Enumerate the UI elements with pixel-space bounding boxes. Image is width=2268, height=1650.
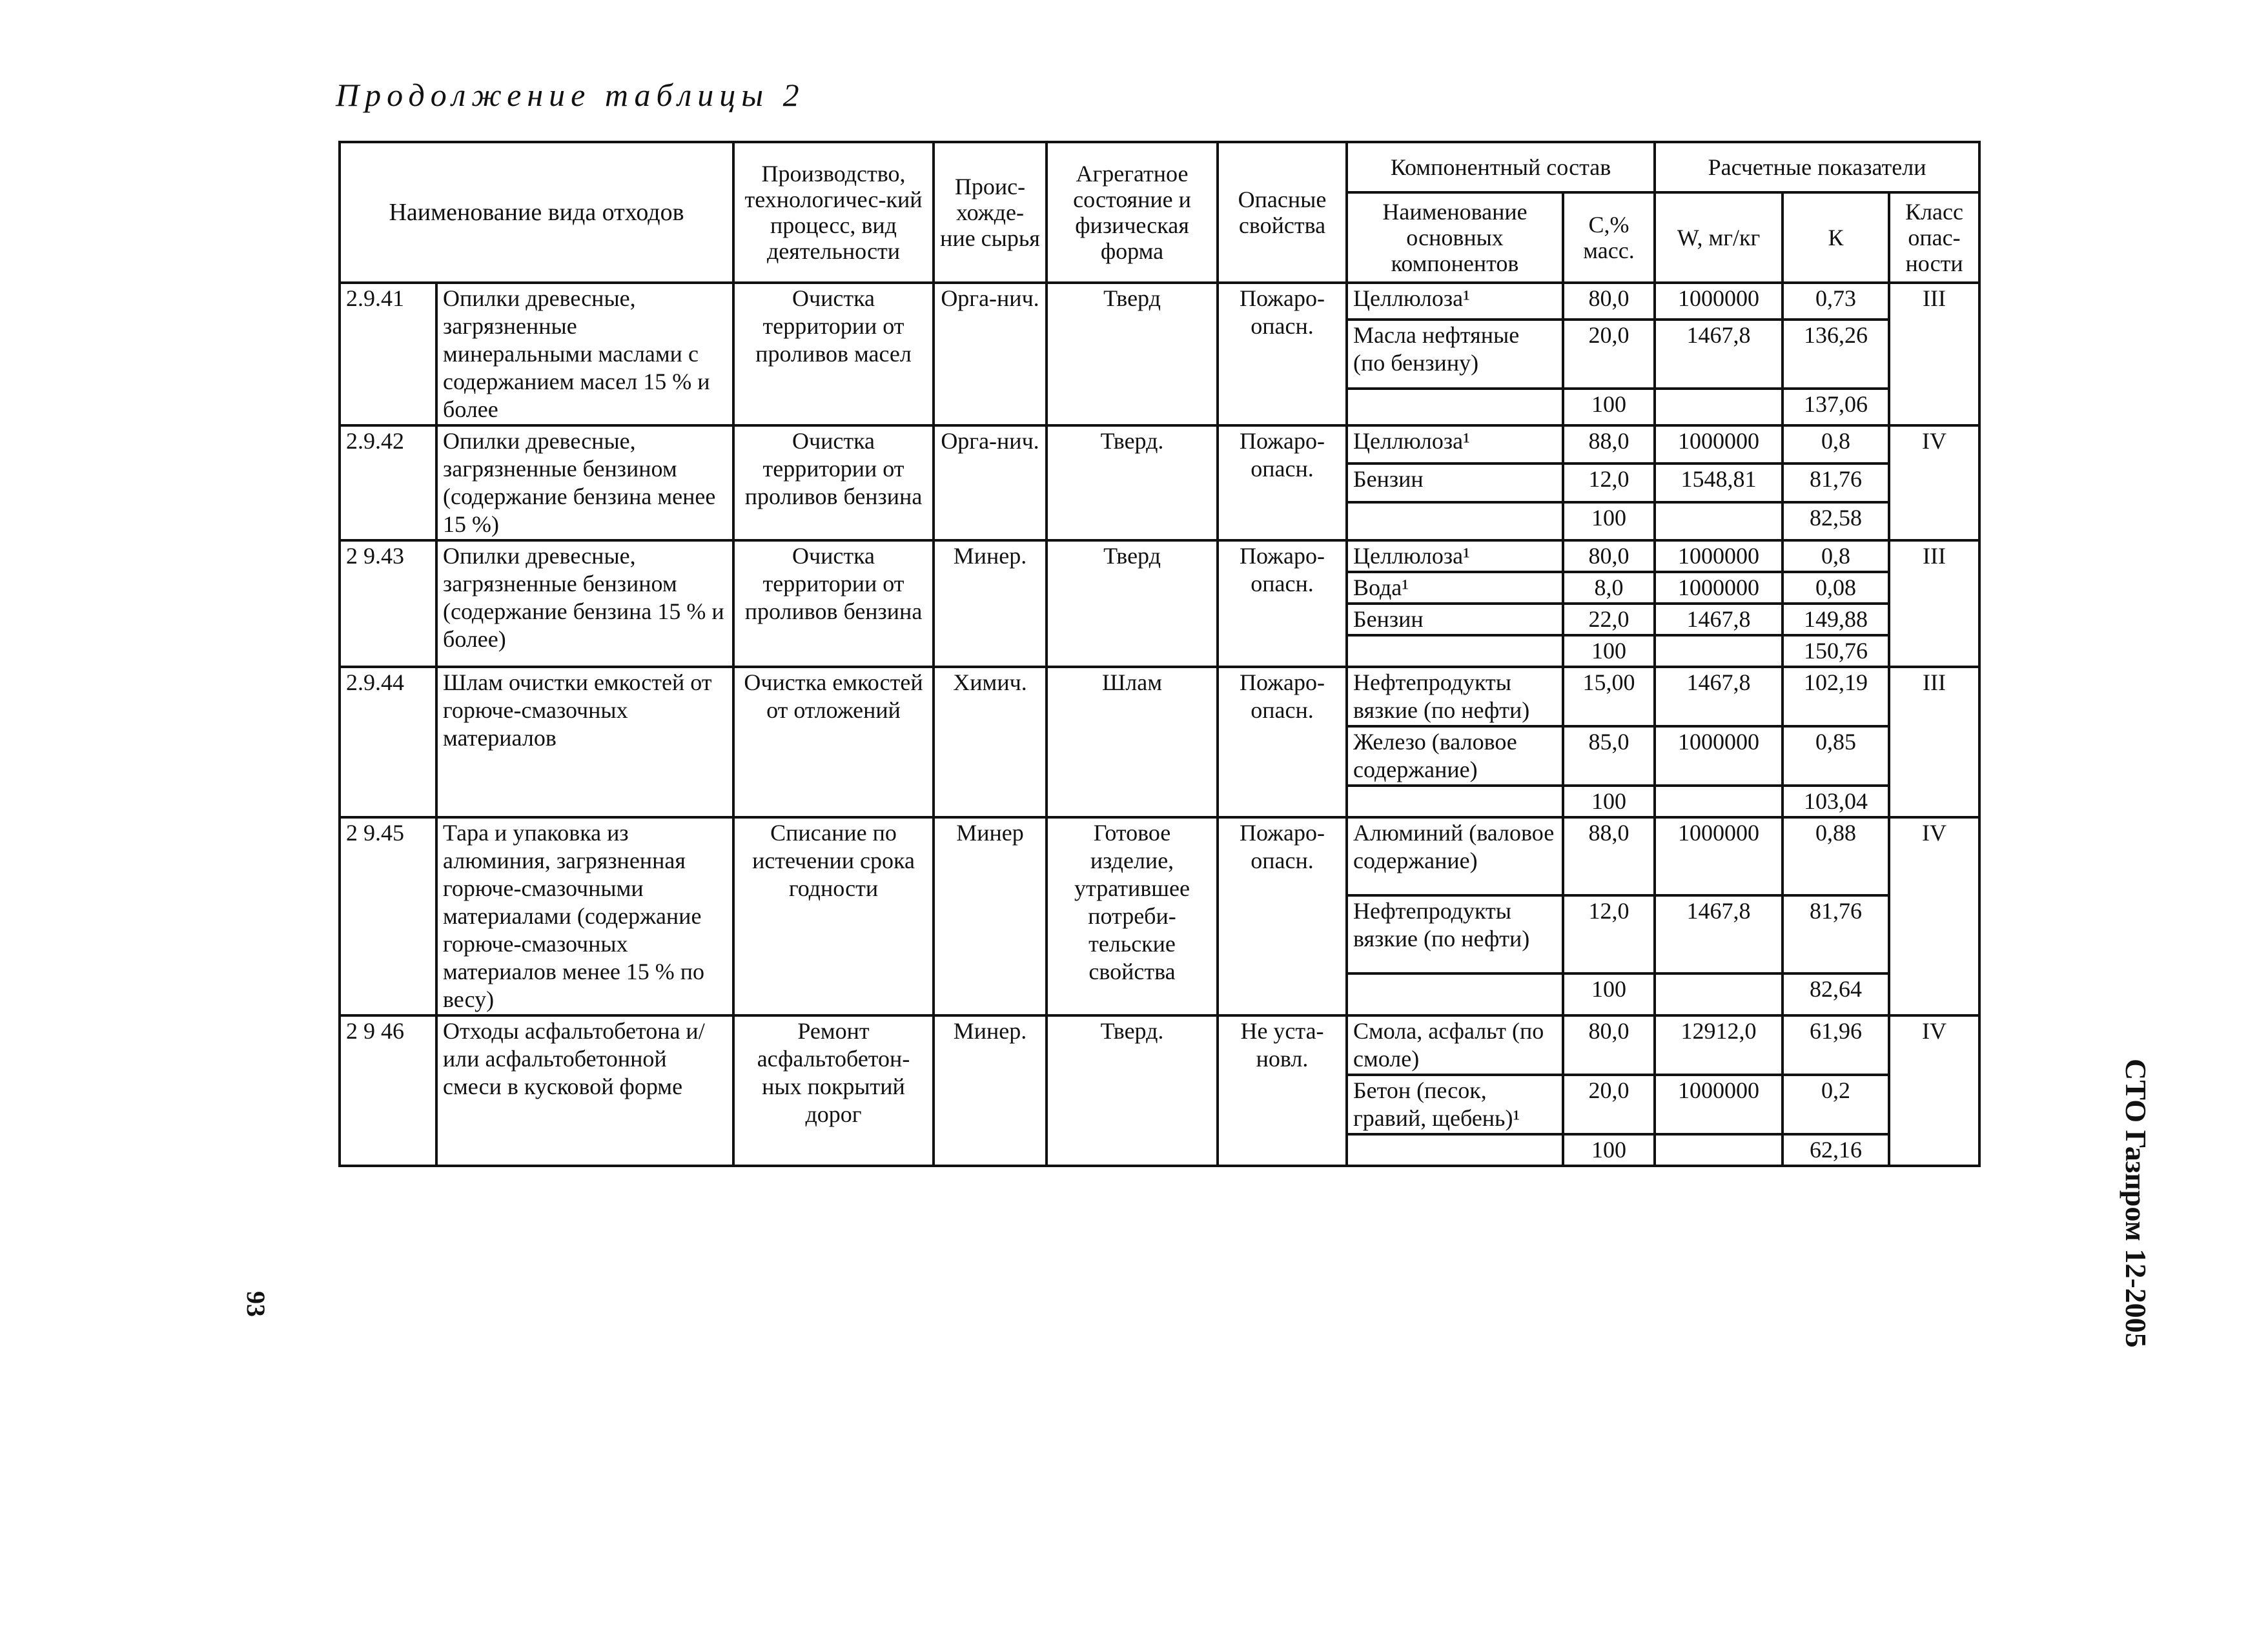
component-k: 82,58 — [1783, 502, 1889, 540]
component-name: Целлюлоза¹ — [1347, 283, 1563, 320]
component-w — [1655, 389, 1783, 425]
component-w — [1655, 1134, 1783, 1166]
header-calc: Расчетные показатели — [1655, 142, 1979, 192]
waste-name: Отходы асфальтобетона и/или асфальтобетонной смеси в кусковой форме — [436, 1015, 733, 1166]
component-name — [1347, 502, 1563, 540]
header-k: К — [1783, 192, 1889, 283]
component-c-mass: 12,0 — [1563, 463, 1655, 502]
component-name: Вода¹ — [1347, 572, 1563, 604]
component-name: Бетон (песок, гравий, щебень)¹ — [1347, 1075, 1563, 1134]
component-c-mass: 15,00 — [1563, 667, 1655, 726]
waste-hazard: Пожаро-опасн. — [1218, 425, 1347, 540]
waste-code: 2 9.43 — [340, 540, 436, 667]
component-name — [1347, 389, 1563, 425]
component-k: 62,16 — [1783, 1134, 1889, 1166]
component-c-mass: 100 — [1563, 1134, 1655, 1166]
component-name — [1347, 786, 1563, 817]
component-k: 0,85 — [1783, 726, 1889, 786]
waste-origin: Орга-нич. — [934, 425, 1047, 540]
component-k: 81,76 — [1783, 895, 1889, 973]
waste-process: Очистка территории от проливов масел — [733, 283, 934, 425]
component-k: 103,04 — [1783, 786, 1889, 817]
standard-designation: СТО Газпром 12-2005 — [2120, 1059, 2152, 1348]
component-c-mass: 12,0 — [1563, 895, 1655, 973]
waste-origin: Минер. — [934, 540, 1047, 667]
table-caption: Продолжение таблицы 2 — [336, 77, 805, 113]
waste-process: Ремонт асфальтобетон-ных покрытий дорог — [733, 1015, 934, 1166]
header-state: Агрегатное состояние и физическая форма — [1047, 142, 1218, 283]
waste-hazard: Пожаро-опасн. — [1218, 540, 1347, 667]
table-row — [340, 540, 1979, 572]
waste-hazard-class: III — [1889, 667, 1979, 817]
waste-origin: Орга-нич. — [934, 283, 1047, 425]
waste-code: 2.9.44 — [340, 667, 436, 817]
table-row — [340, 667, 1979, 726]
header-composition: Компонентный состав — [1347, 142, 1655, 192]
component-c-mass: 88,0 — [1563, 817, 1655, 895]
component-name — [1347, 635, 1563, 667]
waste-origin: Минер. — [934, 1015, 1047, 1166]
component-w: 12912,0 — [1655, 1015, 1783, 1075]
header-waste-name: Наименование вида отходов — [340, 142, 733, 283]
component-k: 0,8 — [1783, 540, 1889, 572]
waste-hazard: Не уста-новл. — [1218, 1015, 1347, 1166]
component-name: Смола, асфальт (по смоле) — [1347, 1015, 1563, 1075]
waste-hazard-class: III — [1889, 283, 1979, 425]
component-k: 0,88 — [1783, 817, 1889, 895]
component-w: 1000000 — [1655, 425, 1783, 463]
component-c-mass: 100 — [1563, 786, 1655, 817]
component-w: 1000000 — [1655, 572, 1783, 604]
waste-hazard-class: IV — [1889, 1015, 1979, 1166]
waste-state: Готовое изделие, утратившее потреби-тельские свойства — [1047, 817, 1218, 1015]
waste-hazard: Пожаро-опасн. — [1218, 283, 1347, 425]
component-k: 136,26 — [1783, 320, 1889, 389]
component-w: 1467,8 — [1655, 895, 1783, 973]
table-row — [340, 1015, 1979, 1075]
waste-process: Очистка емкостей от отложений — [733, 667, 934, 817]
component-w — [1655, 786, 1783, 817]
component-name: Целлюлоза¹ — [1347, 540, 1563, 572]
component-k: 0,2 — [1783, 1075, 1889, 1134]
component-name — [1347, 1134, 1563, 1166]
table-row — [340, 425, 1979, 463]
waste-name: Опилки древесные, загрязненные минеральными маслами с содержанием масел 15 % и более — [436, 283, 733, 425]
component-k: 102,19 — [1783, 667, 1889, 726]
waste-name: Тара и упаковка из алюминия, загрязненная горюче-смазочными материалами (содержание горюче-смазочных материалов менее 15 % по весу) — [436, 817, 733, 1015]
waste-table — [338, 141, 1981, 1167]
component-w: 1467,8 — [1655, 320, 1783, 389]
waste-state: Тверд — [1047, 540, 1218, 667]
component-name: Целлюлоза¹ — [1347, 425, 1563, 463]
component-c-mass: 100 — [1563, 635, 1655, 667]
component-k: 150,76 — [1783, 635, 1889, 667]
waste-state: Тверд. — [1047, 1015, 1218, 1166]
table-row — [340, 283, 1979, 320]
header-c-mass: С,% масс. — [1563, 192, 1655, 283]
waste-code: 2 9 46 — [340, 1015, 436, 1166]
component-w: 1000000 — [1655, 1075, 1783, 1134]
component-w: 1467,8 — [1655, 604, 1783, 635]
header-w: W, мг/кг — [1655, 192, 1783, 283]
table-body — [340, 283, 1979, 1166]
component-c-mass: 80,0 — [1563, 1015, 1655, 1075]
component-c-mass: 22,0 — [1563, 604, 1655, 635]
waste-code: 2 9.45 — [340, 817, 436, 1015]
component-name: Масла нефтяные (по бензину) — [1347, 320, 1563, 389]
component-k: 81,76 — [1783, 463, 1889, 502]
waste-state: Тверд — [1047, 283, 1218, 425]
component-c-mass: 88,0 — [1563, 425, 1655, 463]
component-c-mass: 85,0 — [1563, 726, 1655, 786]
component-k: 82,64 — [1783, 973, 1889, 1015]
component-c-mass: 100 — [1563, 502, 1655, 540]
component-c-mass: 100 — [1563, 973, 1655, 1015]
component-w: 1548,81 — [1655, 463, 1783, 502]
waste-process: Очистка территории от проливов бензина — [733, 425, 934, 540]
header-component: Наименование основных компонентов — [1347, 192, 1563, 283]
component-w: 1000000 — [1655, 283, 1783, 320]
component-w — [1655, 635, 1783, 667]
component-name: Железо (валовое содержание) — [1347, 726, 1563, 786]
component-w: 1000000 — [1655, 540, 1783, 572]
waste-hazard-class: III — [1889, 540, 1979, 667]
waste-name: Опилки древесные, загрязненные бензином (содержание бензина 15 % и более) — [436, 540, 733, 667]
component-name: Бензин — [1347, 604, 1563, 635]
component-w: 1000000 — [1655, 817, 1783, 895]
header-process: Производство, технологичес-кий процесс, вид деятельности — [733, 142, 934, 283]
component-k: 0,08 — [1783, 572, 1889, 604]
waste-hazard: Пожаро-опасн. — [1218, 817, 1347, 1015]
component-k: 137,06 — [1783, 389, 1889, 425]
header-hazard: Опасные свойства — [1218, 142, 1347, 283]
component-name — [1347, 973, 1563, 1015]
waste-name: Шлам очистки емкостей от горюче-смазочных материалов — [436, 667, 733, 817]
waste-state: Шлам — [1047, 667, 1218, 817]
component-c-mass: 8,0 — [1563, 572, 1655, 604]
component-name: Нефтепродукты вязкие (по нефти) — [1347, 895, 1563, 973]
component-k: 61,96 — [1783, 1015, 1889, 1075]
table-row — [340, 817, 1979, 895]
component-c-mass: 100 — [1563, 389, 1655, 425]
component-k: 149,88 — [1783, 604, 1889, 635]
component-w: 1000000 — [1655, 726, 1783, 786]
header-hazard-class: Класс опас-ности — [1889, 192, 1979, 283]
component-name: Бензин — [1347, 463, 1563, 502]
waste-hazard: Пожаро-опасн. — [1218, 667, 1347, 817]
waste-hazard-class: IV — [1889, 425, 1979, 540]
component-w — [1655, 502, 1783, 540]
component-c-mass: 20,0 — [1563, 320, 1655, 389]
component-w: 1467,8 — [1655, 667, 1783, 726]
component-k: 0,73 — [1783, 283, 1889, 320]
page-number: 93 — [241, 1291, 271, 1317]
component-name: Алюминий (валовое содержание) — [1347, 817, 1563, 895]
component-c-mass: 80,0 — [1563, 283, 1655, 320]
component-k: 0,8 — [1783, 425, 1889, 463]
waste-code: 2.9.41 — [340, 283, 436, 425]
component-c-mass: 20,0 — [1563, 1075, 1655, 1134]
waste-process: Очистка территории от проливов бензина — [733, 540, 934, 667]
waste-hazard-class: IV — [1889, 817, 1979, 1015]
header-origin: Проис-хожде-ние сырья — [934, 142, 1047, 283]
component-w — [1655, 973, 1783, 1015]
waste-origin: Химич. — [934, 667, 1047, 817]
waste-origin: Минер — [934, 817, 1047, 1015]
waste-process: Списание по истечении срока годности — [733, 817, 934, 1015]
waste-state: Тверд. — [1047, 425, 1218, 540]
component-name: Нефтепродукты вязкие (по нефти) — [1347, 667, 1563, 726]
waste-code: 2.9.42 — [340, 425, 436, 540]
waste-name: Опилки древесные, загрязненные бензином (содержание бензина менее 15 %) — [436, 425, 733, 540]
component-c-mass: 80,0 — [1563, 540, 1655, 572]
